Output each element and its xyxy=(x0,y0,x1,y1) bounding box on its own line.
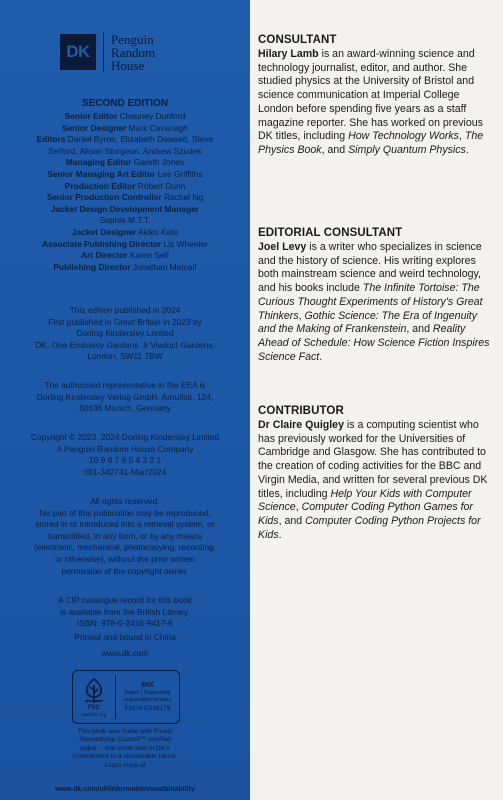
editorial-text: is a writer who specializes in science and the history of science. His writing explores both mainstream science and weird technology, and his books include xyxy=(258,241,482,295)
text-line: This edition published in 2024 xyxy=(69,305,181,315)
text-line: Learn more at xyxy=(104,761,146,769)
book-title: The Infinite Tortoise: The Curious Thought Experiments of History's Great Thinkers xyxy=(258,282,483,322)
text-line: The authorised representative in the EEA is xyxy=(44,380,206,390)
credit-line xyxy=(8,181,242,193)
text-line: A CIP catalogue record for this book xyxy=(58,595,192,605)
fsc-line-1: Paper | Supporting xyxy=(124,690,171,697)
credit-role: Associate Publishing Director xyxy=(42,238,162,249)
credit-role: Jacket Design Development Manager xyxy=(50,203,199,214)
credit-name: Chauney Dunford xyxy=(117,111,186,121)
editorial-consultant-section xyxy=(258,226,497,364)
credit-name: Daniel Byrne, Elizabeth Dowsett, Steve xyxy=(65,134,214,145)
consultant-heading: CONSULTANT xyxy=(258,34,337,46)
copyright-notice xyxy=(8,432,242,478)
credit-line xyxy=(8,250,242,262)
credit-line xyxy=(8,204,242,216)
credit-name: Rachel Ng xyxy=(161,192,204,203)
contributor-bio xyxy=(258,419,497,542)
printed-in: Printed and bound in China xyxy=(74,632,176,642)
cip-record xyxy=(8,595,242,630)
rights-notice xyxy=(8,496,242,577)
credit-name: Akiko Kato xyxy=(136,226,179,237)
book-title: Computer Coding Python Games for Kids xyxy=(258,501,473,527)
text-line: (electronic, mechanical, photocopying, recording, xyxy=(33,542,217,553)
credit-name: Lee Griffiths xyxy=(155,168,203,179)
credit-role: Production Editor xyxy=(64,180,136,191)
penguin-random-house-wordmark xyxy=(111,33,155,72)
fsc-logo xyxy=(77,675,111,719)
text-line: First published in Great Britain in 2023 by xyxy=(48,316,202,327)
editorial-consultant-bio xyxy=(258,241,497,364)
fsc-tree-icon xyxy=(81,677,107,705)
consultant-section xyxy=(258,33,497,158)
sustainability-url[interactable]: www.dk.com/uk/information/sustainability xyxy=(55,786,195,793)
credit-role: Senior Production Controller xyxy=(46,192,162,203)
fsc-url: www.fsc.org xyxy=(81,712,107,717)
credit-role: Jacket Designer xyxy=(71,226,137,237)
text-line: permission of the copyright owner. xyxy=(61,565,189,576)
text-line: 10 9 8 7 6 5 4 3 2 1 xyxy=(88,455,162,466)
edition-heading: SECOND EDITION xyxy=(81,98,169,109)
credit-line xyxy=(8,111,242,123)
text-line: is available from the British Library. xyxy=(60,606,190,617)
fsc-divider xyxy=(115,675,116,719)
credit-name: Sophia M.T.T. xyxy=(99,215,151,226)
contributor-text: is a computing scientist who has previously worked for the Universities of Cambridge and Glasgow. She has contributed to the creation of coding activities for the BBC and Virgin Media, and written for several previous DK titles, including xyxy=(258,419,488,500)
fsc-note xyxy=(40,728,210,770)
text-line: This book was made with Forest xyxy=(77,728,173,735)
separator: , xyxy=(298,309,305,322)
separator: , and xyxy=(321,143,349,156)
text-line: A Penguin Random House Company xyxy=(56,443,194,454)
credit-line xyxy=(8,239,242,251)
text-line: Dorling Kindersley Limited xyxy=(76,328,174,339)
text-line: No part of this publication may be reproduced, xyxy=(39,507,211,518)
credit-name: Liz Wheeler xyxy=(161,238,208,249)
contributors-panel xyxy=(250,0,503,800)
book-title: Reality Ahead of Schedule: How Science Fiction Inspires Science Fact xyxy=(258,323,490,363)
credit-line xyxy=(8,215,242,227)
credit-name: Gareth Jones xyxy=(131,157,185,168)
text-line: London, SW11 7BW xyxy=(87,351,163,362)
credit-name: Robert Dunn xyxy=(135,180,186,191)
separator: , and xyxy=(406,323,433,336)
consultant-name: Hilary Lamb xyxy=(258,48,319,60)
credit-name: Setford, Alison Sturgeon, Andrew Szudek xyxy=(48,145,202,156)
text-line: 80636 Munich, Germany xyxy=(79,403,171,414)
fsc-certification xyxy=(72,670,180,724)
fsc-code: FSC® C018179 xyxy=(124,705,171,713)
credit-name: Karen Self xyxy=(127,250,169,261)
credit-role: Senior Managing Art Editor xyxy=(47,168,156,179)
book-title: Computer Coding Python Projects for Kids xyxy=(258,514,481,541)
logo-divider xyxy=(103,32,104,72)
publication-info xyxy=(8,305,242,363)
text-line: Dorling Kindersley Verlag GmbH. Arnulfstr. 124, xyxy=(36,391,214,402)
credit-role: Senior Designer xyxy=(62,122,127,133)
website-link[interactable]: www.dk.com xyxy=(101,648,149,658)
fsc-label: FSC xyxy=(88,705,100,711)
contributor-heading: CONTRIBUTOR xyxy=(258,405,344,417)
credit-role: Publishing Director xyxy=(53,261,131,272)
credit-line xyxy=(8,146,242,158)
credit-role: Editors xyxy=(36,134,66,145)
book-title: How Technology Works xyxy=(348,130,459,143)
credit-line xyxy=(8,169,242,181)
separator: . xyxy=(465,143,469,156)
text-line: ISBN: 978-0-2416-9417-6 xyxy=(77,618,173,629)
eea-representative xyxy=(8,380,242,415)
book-title: The Physics Book xyxy=(258,130,484,156)
credit-line xyxy=(8,123,242,135)
text-line: 001-342741-Mar/2024 xyxy=(83,466,167,477)
credit-line xyxy=(8,227,242,239)
consultant-bio xyxy=(258,48,497,158)
book-title: Simply Quantum Physics xyxy=(348,143,466,156)
separator: , xyxy=(458,130,465,143)
prh-line-3: House xyxy=(111,57,145,73)
fsc-mix: MIX xyxy=(141,682,154,690)
text-line: paper – one small step in DK's xyxy=(80,744,170,752)
separator: . xyxy=(278,528,282,541)
text-line: All rights reserved. xyxy=(90,496,160,506)
text-line: or otherwise), without the prior written xyxy=(55,553,195,564)
credit-role: Senior Editor xyxy=(64,111,118,121)
credit-line xyxy=(8,192,242,204)
contributor-name: Dr Claire Quigley xyxy=(258,419,344,431)
credits-block xyxy=(8,97,242,273)
fsc-line-2: responsible forestry xyxy=(123,696,172,703)
prh-line-1: Penguin xyxy=(111,31,154,47)
text-line: stored in or introduced into a retrieval system, or xyxy=(35,519,215,530)
credit-name: Mark Cavanagh xyxy=(126,122,188,133)
contributor-section xyxy=(258,404,497,542)
sustainability-link[interactable] xyxy=(8,785,242,794)
credit-line xyxy=(8,134,242,146)
separator: , and xyxy=(278,514,306,527)
fsc-text xyxy=(120,681,175,713)
credit-line xyxy=(8,157,242,169)
prh-line-2: Random xyxy=(111,44,156,60)
credit-role: Managing Editor xyxy=(65,157,132,168)
editorial-consultant-name: Joel Levy xyxy=(258,241,307,253)
separator: , xyxy=(295,501,302,514)
text-line: Copyright © 2023, 2024 Dorling Kindersley Limited xyxy=(30,432,220,442)
consultant-text: is an award-winning science and technology journalist, editor, and author. She studied physics at the University of Bristol and science communication at Imperial College London before spending five years as a staff magazine reporter. She has worked on previous DK titles, including xyxy=(258,48,483,143)
text-line: transmitted, in any form, or by any means xyxy=(47,530,203,541)
credit-lines xyxy=(8,111,242,273)
text-line: Stewardship Council™ certified xyxy=(79,736,171,744)
publisher-logo xyxy=(60,32,155,72)
text-line: DK, One Embassy Gardens, 8 Viaduct Gardens, xyxy=(35,339,215,350)
credit-line xyxy=(8,262,242,274)
text-line: commitment to a sustainable future. xyxy=(72,753,178,761)
credit-name: Jonathan Metcalf xyxy=(130,261,197,272)
separator: . xyxy=(319,350,323,363)
editorial-consultant-heading: EDITORIAL CONSULTANT xyxy=(258,227,403,239)
dk-logo: DK xyxy=(60,34,96,70)
book-title: Help Your Kids with Computer Science xyxy=(258,487,472,514)
imprint-panel xyxy=(0,0,250,800)
book-title: Gothic Science: The Era of Ingenuity and the Making of Frankenstein xyxy=(258,309,478,336)
credit-role: Art Director xyxy=(81,250,128,261)
